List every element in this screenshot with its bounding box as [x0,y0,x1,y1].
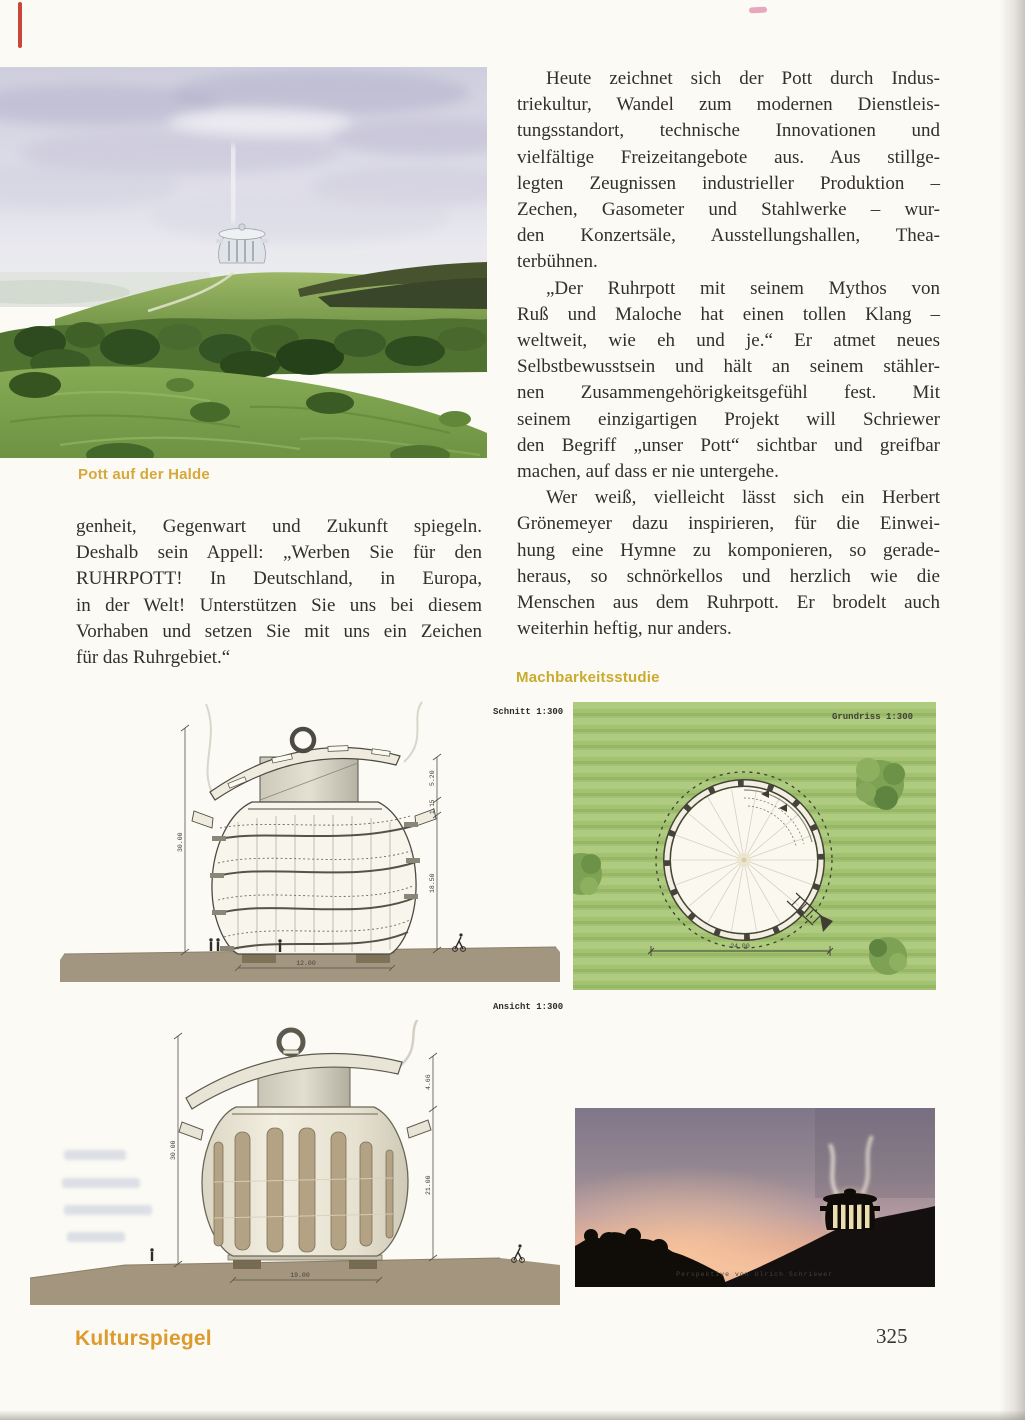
pot-steam [232,145,235,222]
drawing-schnitt [60,700,560,990]
slots [214,1128,393,1252]
paragraph-3: Wer weiß, vielleicht lässt sich ein Herbert Grönemeyer dazu inspirieren, für die Einwei- hung eine Hymne zu komponieren, so gerade- heraus, so schnörkellos und herzlich wie die Menschen aus dem Ruhrpott. Er brodelt auch weiterhin heftig, nur anders. [517,487,940,640]
page-edge-shadow-right [999,0,1025,1420]
bleedthrough-text [64,1150,126,1160]
dim-left: 30.00 [170,1140,177,1160]
perspective-caption: Perspektive von Ulrich Schriewer [676,1271,833,1278]
steam-wisp [398,1020,420,1068]
steam-outline [206,704,213,794]
schnitt-label: Schnitt 1:300 [493,707,564,717]
left-text-column: genheit, Gegenwart und Zukunft spiegeln. Deshalb sein Appell: „Werben Sie für den RUHRPOTT! In Deutschland, in Europa, in der Welt! Unterstützen Sie uns bei diesem Vorhaben und setzen Sie mit uns ein Zeichen für das Ruhrgebiet.“ [76,516,482,669]
dim-right-bottom: 18.50 [429,873,436,893]
bleedthrough-text [62,1178,140,1188]
dim-left: 30.00 [177,832,184,852]
photo-perspective-sunset [575,1108,935,1287]
scan-artifact-pink-mark [749,7,767,14]
drawing-grundriss [573,702,936,990]
ground [30,1258,560,1305]
ansicht-label: Ansicht 1:300 [493,1002,564,1012]
dim-bottom: 19.00 [290,1272,310,1279]
dim-bottom: 12.00 [296,960,316,967]
photo-pott-auf-der-halde [0,67,487,458]
cyclist-figure [512,1244,525,1262]
bleedthrough-text [64,1205,152,1215]
dim-right-mid: 1.15 [429,799,436,814]
grundriss-label: Grundriss 1:300 [831,712,913,722]
scan-artifact-red-mark [18,2,22,48]
drawing-ansicht [30,1020,560,1305]
bleedthrough-text [67,1232,125,1242]
dim-bottom: 24.00 [730,943,750,950]
photo-caption: Pott auf der Halde [78,466,210,483]
dim-right-top: 5.20 [429,770,436,786]
footer-brand: Kulturspiegel [75,1327,212,1350]
right-text-column [517,66,940,642]
dim-right-bottom: 21.00 [425,1175,432,1195]
page-number: 325 [876,1324,908,1348]
section-heading-machbarkeitsstudie: Machbarkeitsstudie [516,669,660,686]
dim-right-top: 4.66 [425,1074,432,1090]
page-edge-shadow-bottom [0,1410,1025,1420]
paragraph-1: Heute zeichnet sich der Pott durch Indus- triekultur, Wandel zum modernen Dienstleis- tungsstandort, technische Innovationen und vielfältige Freizeitangebote aus. Aus stillge- legten Zeugnissen industrieller Produktion – Zechen, Gasometer und Stahlwerke – wur- den Konzertsäle, Ausstellungshallen, Thea- terbühnen. [517,68,940,273]
paragraph-2: „Der Ruhrpott mit seinem Mythos von Ruß und Maloche hat einen tollen Klang – weltweit, wie eh und je.“ Er atmet neues Selbstbewusstsein und hält an seinem stähler- nen Zusammengehörigkeitsgefühl fest. Mit seinem einzigartigen Projekt will Schriewer den Begriff „unser Pott“ sichtbar und greifbar machen, auf dass er nie untergehe. [517,277,940,483]
